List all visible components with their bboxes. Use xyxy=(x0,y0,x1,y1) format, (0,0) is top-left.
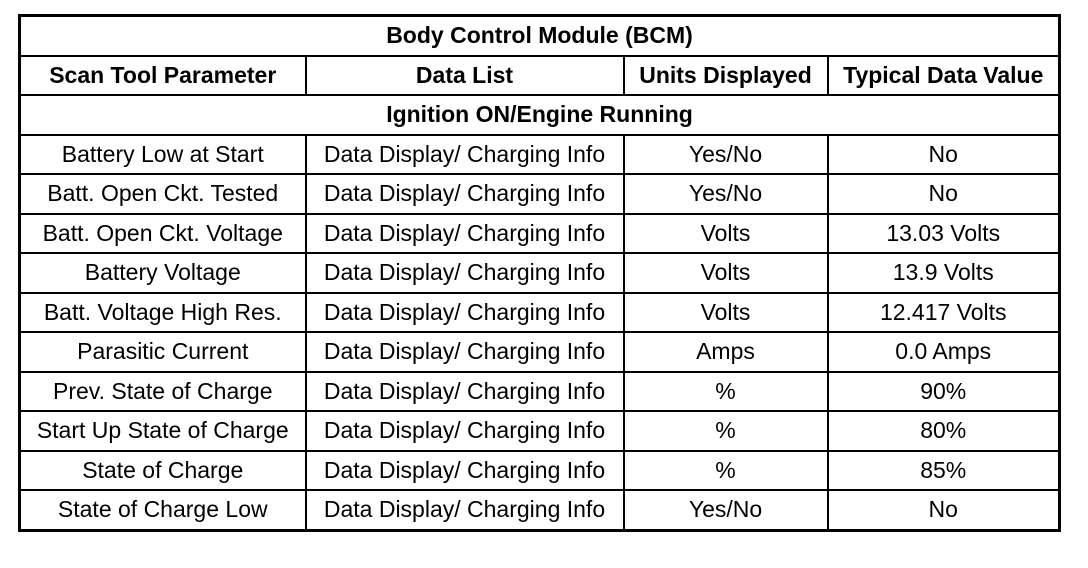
cell-parameter: Parasitic Current xyxy=(20,332,306,372)
cell-parameter: Start Up State of Charge xyxy=(20,411,306,451)
cell-parameter: State of Charge Low xyxy=(20,490,306,530)
cell-parameter: Batt. Voltage High Res. xyxy=(20,293,306,333)
cell-units: Yes/No xyxy=(624,490,828,530)
cell-parameter: Prev. State of Charge xyxy=(20,372,306,412)
cell-value: 13.9 Volts xyxy=(828,253,1060,293)
cell-units: Amps xyxy=(624,332,828,372)
cell-value: 0.0 Amps xyxy=(828,332,1060,372)
cell-value: 13.03 Volts xyxy=(828,214,1060,254)
cell-data-list: Data Display/ Charging Info xyxy=(306,214,624,254)
cell-parameter: Batt. Open Ckt. Voltage xyxy=(20,214,306,254)
section-heading: Ignition ON/Engine Running xyxy=(20,95,1060,135)
cell-data-list: Data Display/ Charging Info xyxy=(306,372,624,412)
table-row xyxy=(20,411,1060,451)
cell-units: Volts xyxy=(624,253,828,293)
cell-data-list: Data Display/ Charging Info xyxy=(306,174,624,214)
table-row xyxy=(20,214,1060,254)
cell-parameter: Battery Voltage xyxy=(20,253,306,293)
table-body xyxy=(20,135,1060,531)
cell-data-list: Data Display/ Charging Info xyxy=(306,253,624,293)
cell-value: No xyxy=(828,490,1060,530)
header-units-displayed: Units Displayed xyxy=(624,56,828,96)
table-row xyxy=(20,490,1060,530)
table-row xyxy=(20,135,1060,175)
cell-value: No xyxy=(828,135,1060,175)
cell-units: % xyxy=(624,411,828,451)
cell-value: 80% xyxy=(828,411,1060,451)
table-row xyxy=(20,451,1060,491)
header-scan-tool-parameter: Scan Tool Parameter xyxy=(20,56,306,96)
cell-data-list: Data Display/ Charging Info xyxy=(306,135,624,175)
cell-units: % xyxy=(624,451,828,491)
cell-units: % xyxy=(624,372,828,412)
cell-value: 90% xyxy=(828,372,1060,412)
cell-units: Yes/No xyxy=(624,174,828,214)
bcm-data-table xyxy=(18,14,1061,532)
table-header-row xyxy=(20,56,1060,96)
cell-value: No xyxy=(828,174,1060,214)
table-row xyxy=(20,332,1060,372)
table-row xyxy=(20,293,1060,333)
section-row xyxy=(20,95,1060,135)
cell-data-list: Data Display/ Charging Info xyxy=(306,411,624,451)
table-row xyxy=(20,253,1060,293)
table-row xyxy=(20,174,1060,214)
cell-value: 12.417 Volts xyxy=(828,293,1060,333)
cell-parameter: Batt. Open Ckt. Tested xyxy=(20,174,306,214)
table-row xyxy=(20,372,1060,412)
header-typical-data-value: Typical Data Value xyxy=(828,56,1060,96)
cell-value: 85% xyxy=(828,451,1060,491)
cell-data-list: Data Display/ Charging Info xyxy=(306,293,624,333)
cell-data-list: Data Display/ Charging Info xyxy=(306,451,624,491)
table-title-row xyxy=(20,16,1060,56)
cell-data-list: Data Display/ Charging Info xyxy=(306,490,624,530)
cell-parameter: State of Charge xyxy=(20,451,306,491)
cell-parameter: Battery Low at Start xyxy=(20,135,306,175)
header-data-list: Data List xyxy=(306,56,624,96)
cell-data-list: Data Display/ Charging Info xyxy=(306,332,624,372)
cell-units: Volts xyxy=(624,293,828,333)
table-title: Body Control Module (BCM) xyxy=(20,16,1060,56)
cell-units: Yes/No xyxy=(624,135,828,175)
cell-units: Volts xyxy=(624,214,828,254)
